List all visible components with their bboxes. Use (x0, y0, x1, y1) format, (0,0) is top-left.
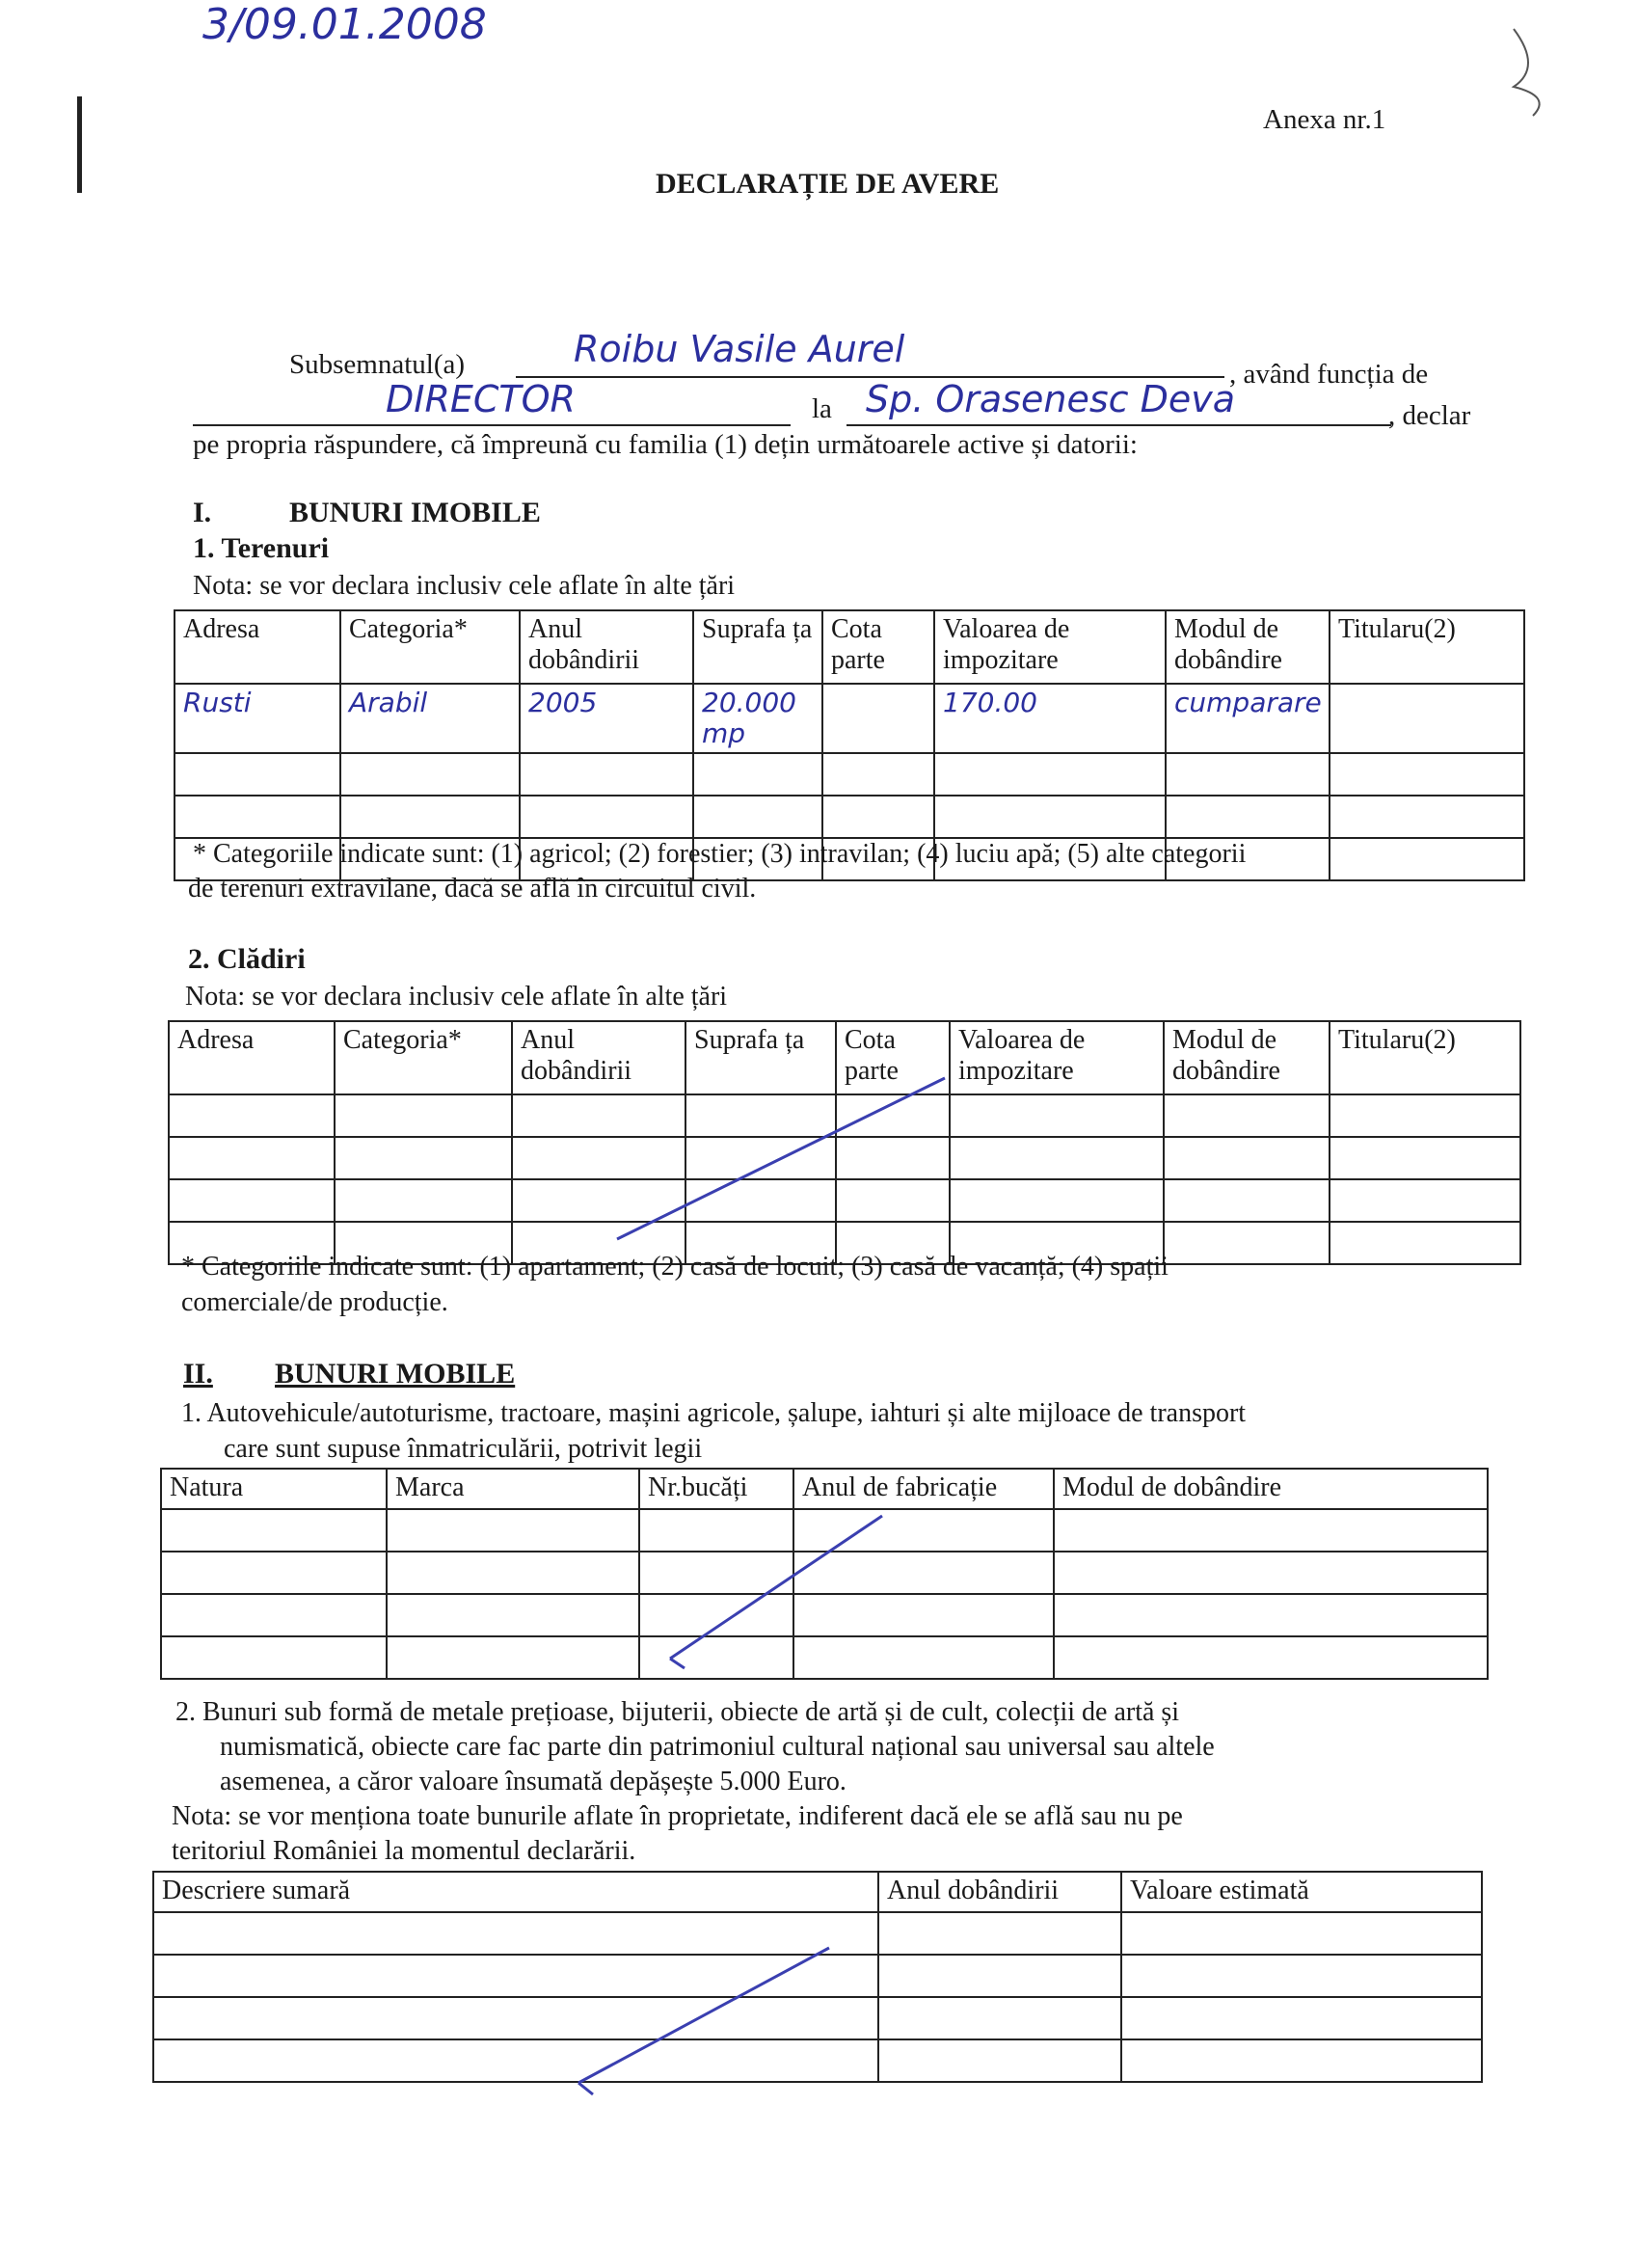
table-row (161, 1594, 1488, 1636)
institution-value: Sp. Orasenesc Deva (866, 378, 1236, 420)
col-header: Nr.bucăți (639, 1469, 793, 1509)
table-cell[interactable] (175, 753, 340, 796)
col-header: Anul dobândirii (878, 1872, 1121, 1912)
table-cell[interactable] (639, 1509, 793, 1552)
table-cell[interactable]: 170.00 (934, 684, 1166, 753)
table-cell[interactable] (950, 1094, 1164, 1137)
table-cell[interactable] (1330, 684, 1524, 753)
page-title: DECLARAȚIE DE AVERE (656, 168, 1000, 200)
table-cell[interactable] (685, 1094, 836, 1137)
table-cell[interactable] (387, 1636, 639, 1679)
table-cell[interactable] (1121, 1997, 1482, 2039)
table-row (169, 1137, 1520, 1179)
table-cell[interactable]: 20.000 mp (693, 684, 822, 753)
corner-mark-icon (1514, 29, 1540, 116)
table-cell[interactable] (934, 796, 1166, 838)
bunuri-line-2: numismatică, obiecte care fac parte din patrimoniul cultural național sau universal sau altele (220, 1732, 1215, 1762)
table-cell[interactable] (153, 1955, 878, 1997)
table-cell[interactable] (161, 1594, 387, 1636)
table-cell[interactable] (340, 796, 520, 838)
table-cell[interactable] (878, 1912, 1121, 1955)
table-header-row (175, 610, 1524, 684)
col-header: Valoare estimată (1121, 1872, 1482, 1912)
table-header-row (161, 1469, 1488, 1509)
table-cell[interactable] (161, 1552, 387, 1594)
table-cell[interactable] (836, 1094, 950, 1137)
name-field[interactable] (516, 328, 1224, 378)
table-cell[interactable] (1166, 796, 1330, 838)
table-row (161, 1509, 1488, 1552)
table-cell[interactable] (169, 1179, 335, 1222)
table-cell[interactable] (685, 1137, 836, 1179)
terenuri-footnote-1: * Categoriile indicate sunt: (1) agricol; (2) forestier; (3) intravilan; (4) luciu apă; (5) alte categorii (193, 839, 1247, 869)
cladiri-footnote-2: comerciale/de producție. (181, 1287, 448, 1317)
table-cell[interactable] (639, 1636, 793, 1679)
col-header: Cota parte (836, 1021, 950, 1094)
col-header: Titularu(2) (1330, 1021, 1520, 1094)
table-cell[interactable] (793, 1552, 1054, 1594)
table-cell[interactable] (950, 1137, 1164, 1179)
col-header: Titularu(2) (1330, 610, 1524, 684)
cladiri-table (168, 1020, 1521, 1265)
avand-label: , având funcția de (1229, 359, 1429, 390)
table-cell[interactable] (1121, 2039, 1482, 2082)
col-header: Adresa (175, 610, 340, 684)
table-cell[interactable] (335, 1137, 512, 1179)
table-cell[interactable] (1330, 1222, 1520, 1264)
col-header: Categoria* (340, 610, 520, 684)
vehicule-line-2: care sunt supuse înmatriculării, potrivit legii (224, 1434, 703, 1464)
table-cell[interactable]: 2005 (520, 684, 693, 753)
table-row (153, 1955, 1482, 1997)
table-cell[interactable] (639, 1594, 793, 1636)
col-header: Suprafa ța (693, 610, 822, 684)
cladiri-note: Nota: se vor declara inclusiv cele aflate în alte țări (185, 982, 728, 1012)
table-row (175, 684, 1524, 753)
terenuri-note: Nota: se vor declara inclusiv cele aflate în alte țări (193, 571, 736, 601)
col-header: Anul de fabricație (793, 1469, 1054, 1509)
table-cell[interactable] (836, 1179, 950, 1222)
table-cell[interactable] (1054, 1594, 1488, 1636)
col-header: Valoarea de impozitare (934, 610, 1166, 684)
table-row (161, 1636, 1488, 1679)
table-header-row (153, 1872, 1482, 1912)
table-row (153, 1912, 1482, 1955)
table-cell[interactable] (169, 1137, 335, 1179)
terenuri-footnote-2: de terenuri extravilane, dacă se află în circuitul civil. (188, 874, 757, 904)
table-cell[interactable] (878, 2039, 1121, 2082)
table-cell[interactable] (387, 1509, 639, 1552)
margin-mark (77, 96, 82, 193)
table-cell[interactable] (1164, 1179, 1330, 1222)
table-cell[interactable] (1164, 1137, 1330, 1179)
section1-number: I. (193, 497, 212, 528)
table-cell[interactable] (335, 1179, 512, 1222)
table-cell[interactable] (1330, 753, 1524, 796)
table-cell[interactable] (639, 1552, 793, 1594)
table-cell[interactable] (822, 753, 934, 796)
bunuri-note-2: teritoriul României la momentul declarării. (172, 1836, 636, 1866)
institution-field[interactable] (846, 378, 1391, 426)
table-header-row (169, 1021, 1520, 1094)
table-cell[interactable] (1121, 1912, 1482, 1955)
bunuri-note-1: Nota: se vor menționa toate bunurile aflate în proprietate, indiferent dacă ele se află sau nu pe (172, 1801, 1183, 1831)
table-cell[interactable] (153, 1912, 878, 1955)
bunuri-line-3: asemenea, a căror valoare însumată depășește 5.000 Euro. (220, 1767, 846, 1796)
col-header: Valoarea de impozitare (950, 1021, 1164, 1094)
table-cell[interactable] (1330, 1094, 1520, 1137)
vehicule-table (160, 1468, 1489, 1680)
table-cell[interactable]: cumparare (1166, 684, 1330, 753)
table-row (161, 1552, 1488, 1594)
table-cell[interactable] (693, 753, 822, 796)
table-cell[interactable] (520, 796, 693, 838)
table-cell[interactable]: Arabil (340, 684, 520, 753)
handwritten-date: 3/09.01.2008 (202, 0, 487, 49)
terenuri-title: 1. Terenuri (193, 532, 330, 564)
bunuri-table (152, 1871, 1483, 2083)
la-label: la (812, 393, 832, 424)
table-cell[interactable] (793, 1509, 1054, 1552)
table-cell[interactable] (1121, 1955, 1482, 1997)
section2-title: BUNURI MOBILE (275, 1358, 516, 1390)
table-cell[interactable] (340, 753, 520, 796)
table-cell[interactable] (387, 1552, 639, 1594)
table-cell[interactable] (512, 1137, 685, 1179)
table-row (169, 1179, 1520, 1222)
col-header: Modul de dobândire (1054, 1469, 1488, 1509)
table-row (153, 2039, 1482, 2082)
col-header: Marca (387, 1469, 639, 1509)
table-cell[interactable] (1166, 753, 1330, 796)
table-cell[interactable] (793, 1636, 1054, 1679)
declaration-statement: pe propria răspundere, că împreună cu familia (1) dețin următoarele active și datorii: (193, 429, 1138, 460)
table-cell[interactable] (1330, 1137, 1520, 1179)
col-header: Descriere sumară (153, 1872, 878, 1912)
col-header: Suprafa ța (685, 1021, 836, 1094)
table-cell[interactable] (836, 1137, 950, 1179)
table-cell[interactable] (335, 1094, 512, 1137)
table-cell[interactable] (175, 796, 340, 838)
section2-number: II. (183, 1358, 213, 1390)
table-cell[interactable] (1054, 1636, 1488, 1679)
cladiri-title: 2. Clădiri (188, 943, 306, 975)
declar-label: , declar (1388, 400, 1471, 431)
col-header: Categoria* (335, 1021, 512, 1094)
table-cell[interactable]: Rusti (175, 684, 340, 753)
table-cell[interactable] (153, 2039, 878, 2082)
table-cell[interactable] (693, 796, 822, 838)
col-header: Modul de dobândire (1164, 1021, 1330, 1094)
table-cell[interactable] (878, 1955, 1121, 1997)
table-cell[interactable] (685, 1179, 836, 1222)
col-header: Cota parte (822, 610, 934, 684)
table-cell[interactable] (1054, 1509, 1488, 1552)
table-cell[interactable] (161, 1636, 387, 1679)
table-cell[interactable] (169, 1094, 335, 1137)
table-row (175, 753, 1524, 796)
table-cell[interactable] (161, 1509, 387, 1552)
vehicule-line-1: 1. Autovehicule/autoturisme, tractoare, mașini agricole, șalupe, iahturi și alte mijloace de transport (181, 1398, 1247, 1428)
bunuri-line-1: 2. Bunuri sub formă de metale prețioase, bijuterii, obiecte de artă și de cult, colecții de artă și (175, 1697, 1180, 1727)
table-cell[interactable] (878, 1997, 1121, 2039)
table-row (153, 1997, 1482, 2039)
table-cell[interactable] (1330, 1179, 1520, 1222)
col-header: Anul dobândirii (512, 1021, 685, 1094)
table-cell[interactable] (387, 1594, 639, 1636)
table-row (175, 796, 1524, 838)
table-cell[interactable] (822, 796, 934, 838)
annex-label: Anexa nr.1 (1263, 104, 1386, 135)
name-value: Roibu Vasile Aurel (574, 328, 905, 370)
table-cell[interactable] (1054, 1552, 1488, 1594)
col-header: Natura (161, 1469, 387, 1509)
function-value: DIRECTOR (386, 378, 576, 420)
table-cell[interactable] (793, 1594, 1054, 1636)
table-row (169, 1094, 1520, 1137)
col-header: Modul de dobândire (1166, 610, 1330, 684)
subsemnatul-label: Subsemnatul(a) (289, 349, 466, 380)
table-cell[interactable] (934, 753, 1166, 796)
col-header: Anul dobândirii (520, 610, 693, 684)
function-field[interactable] (193, 378, 791, 426)
table-cell[interactable] (512, 1094, 685, 1137)
table-cell[interactable] (822, 684, 934, 753)
table-cell[interactable] (153, 1997, 878, 2039)
table-cell[interactable] (950, 1179, 1164, 1222)
table-cell[interactable] (1164, 1222, 1330, 1264)
table-cell[interactable] (520, 753, 693, 796)
table-cell[interactable] (512, 1179, 685, 1222)
table-cell[interactable] (1330, 838, 1524, 880)
table-cell[interactable] (1164, 1094, 1330, 1137)
table-cell[interactable] (1330, 796, 1524, 838)
section1-title: BUNURI IMOBILE (289, 497, 541, 528)
col-header: Adresa (169, 1021, 335, 1094)
cladiri-footnote-1: * Categoriile indicate sunt: (1) apartament; (2) casă de locuit; (3) casă de vacanță; (4) spații (181, 1252, 1169, 1282)
